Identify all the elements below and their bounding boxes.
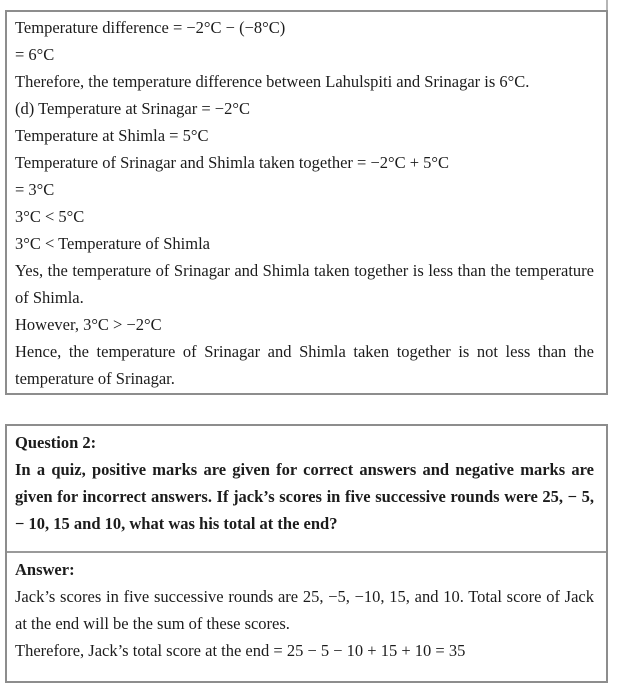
answer-label: Answer:: [15, 560, 75, 579]
question-label: Question 2:: [15, 433, 97, 452]
solution-text-line: 3°C < 5°C: [15, 207, 85, 226]
answer-continuation-lines: [15, 14, 594, 392]
solution-text-line: Hence, the temperature of Srinagar and Shimla taken together is not less than the temperature of Srinagar.: [15, 342, 594, 388]
answer-cell: [7, 553, 606, 681]
answer-continuation-box: [5, 10, 608, 395]
solution-text-line: (d) Temperature at Srinagar = −2°C: [15, 99, 250, 118]
question-cell: [7, 426, 606, 553]
solution-text-line: Yes, the temperature of Srinagar and Shimla taken together is less than the temperature of Shimla.: [15, 261, 594, 307]
solution-text-line: Temperature at Shimla = 5°C: [15, 126, 209, 145]
question2-box: [5, 424, 608, 683]
answer-text-line: Jack’s scores in five successive rounds are 25, −5, −10, 15, and 10. Total score of Jack at the end will be the sum of these scores.: [15, 587, 594, 633]
solution-text-line: Therefore, the temperature difference between Lahulspiti and Srinagar is 6°C.: [15, 72, 530, 91]
solution-text-line: 3°C < Temperature of Shimla: [15, 234, 210, 253]
question-text: In a quiz, positive marks are given for correct answers and negative marks are given for incorrect answers. If jack’s scores in five successive rounds were 25, − 5, − 10, 15 and 10, what was his total at the end?: [15, 460, 594, 533]
solution-text-line: = 3°C: [15, 180, 55, 199]
solution-text-line: Temperature of Srinagar and Shimla taken together = −2°C + 5°C: [15, 153, 450, 172]
answer-lines: [15, 583, 594, 664]
answer-text-line: Therefore, Jack’s total score at the end = 25 − 5 − 10 + 15 + 10 = 35: [15, 641, 466, 660]
solution-text-line: However, 3°C > −2°C: [15, 315, 162, 334]
solution-text-line: = 6°C: [15, 45, 55, 64]
solution-text-line: Temperature difference = −2°C − (−8°C): [15, 18, 286, 37]
